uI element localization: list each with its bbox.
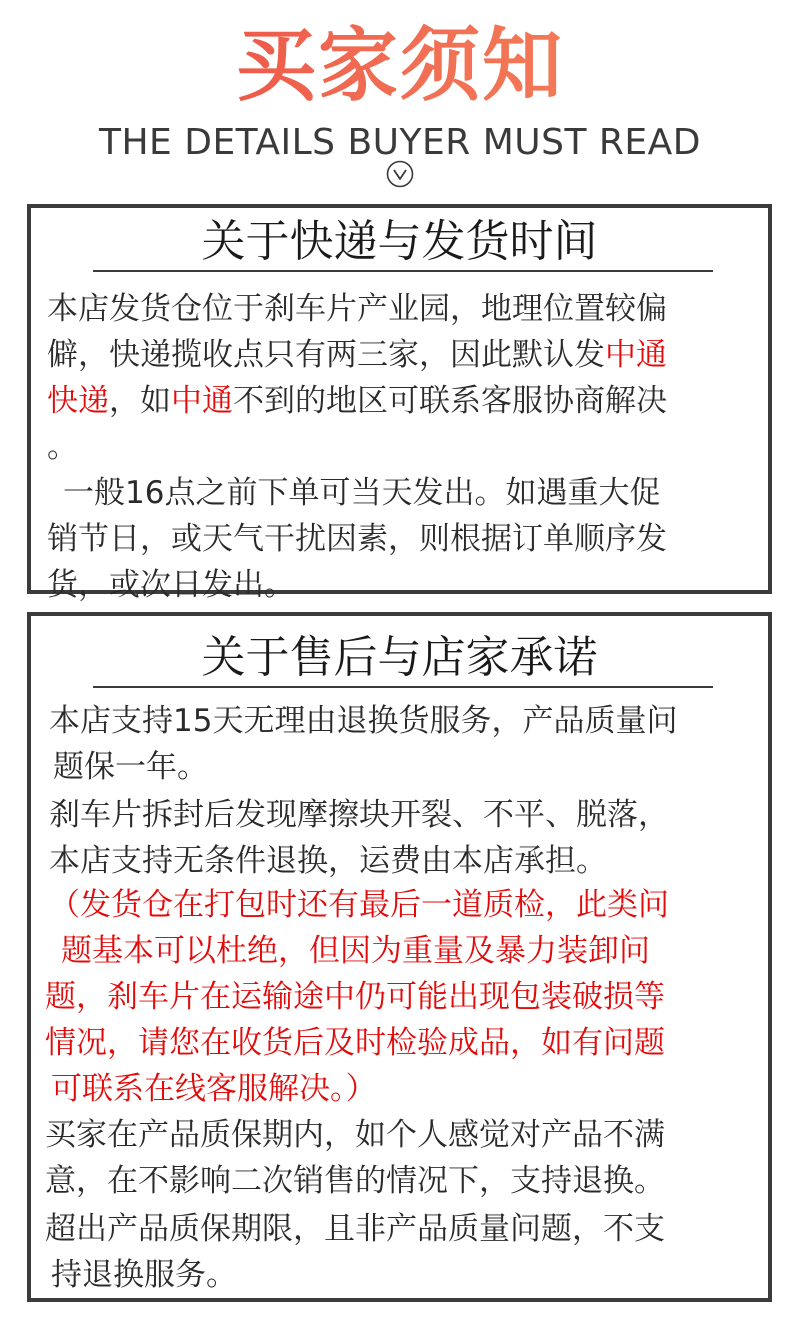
text-line: 刹车片拆封后发现摩擦块开裂、不平、脱落，	[49, 797, 669, 833]
text-line: 持退换服务。	[51, 1257, 237, 1293]
text-line: 货，或次日发出。	[47, 567, 295, 603]
shipping-heading: 关于快递与发货时间	[201, 216, 598, 267]
text-line: 本店支持15天无理由退换货服务，产品质量问	[49, 703, 678, 739]
text-line: 意，在不影响二次销售的情况下，支持退换。	[45, 1163, 665, 1199]
text-line: 情况，请您在收货后及时检验成品，如有问题	[45, 1025, 665, 1061]
aftersales-paragraph-5	[45, 1206, 665, 1298]
aftersales-paragraph-2	[49, 792, 669, 884]
text-line: 题保一年。	[53, 749, 208, 785]
aftersales-heading: 关于售后与店家承诺	[201, 632, 598, 683]
text-line: 题，刹车片在运输途中仍可能出现包装破损等	[45, 979, 665, 1015]
shipping-paragraph-2	[47, 470, 667, 608]
text-line: 一般16点之前下单可当天发出。如遇重大促	[63, 475, 661, 511]
text-segment: 僻，快递揽收点只有两三家，因此默认发	[47, 337, 605, 373]
text-line: 。	[47, 429, 78, 465]
carrier-highlight: 快递	[47, 383, 109, 419]
text-line: 本店支持无条件退换，运费由本店承担。	[49, 843, 607, 879]
aftersales-paragraph-4	[45, 1112, 665, 1204]
text-line: 本店发货仓位于刹车片产业园，地理位置较偏	[47, 291, 667, 327]
text-line: （发货仓在打包时还有最后一道质检，此类问	[49, 887, 669, 923]
text-line: 买家在产品质保期内，如个人感觉对产品不满	[45, 1117, 665, 1153]
text-segment: 不到的地区可联系客服协商解决	[233, 383, 667, 419]
text-line: 销节日，或天气干扰因素，则根据订单顺序发	[47, 521, 667, 557]
text-line: 可联系在线客服解决。）	[51, 1071, 377, 1107]
carrier-highlight: 中通	[171, 383, 233, 419]
carrier-highlight: 中通	[605, 337, 667, 373]
text-line	[47, 378, 667, 424]
text-line: 超出产品质保期限，且非产品质量问题，不支	[45, 1211, 665, 1247]
aftersales-paragraph-1	[49, 698, 677, 790]
shipping-heading-underline	[93, 270, 713, 272]
text-line: 题基本可以杜绝，但因为重量及暴力装卸问	[61, 933, 650, 969]
page-subtitle: THE DETAILS BUYER MUST READ	[98, 122, 702, 163]
text-segment: ，如	[109, 383, 171, 419]
shipping-info-box	[27, 204, 772, 603]
shipping-paragraph-1	[47, 286, 667, 470]
chevron-down-circle-icon	[386, 160, 414, 188]
page-title: 买家须知	[0, 18, 800, 114]
aftersales-quality-notice	[45, 882, 669, 1112]
text-line	[47, 332, 667, 378]
aftersales-info-box	[27, 612, 772, 1302]
aftersales-heading-underline	[93, 686, 713, 688]
